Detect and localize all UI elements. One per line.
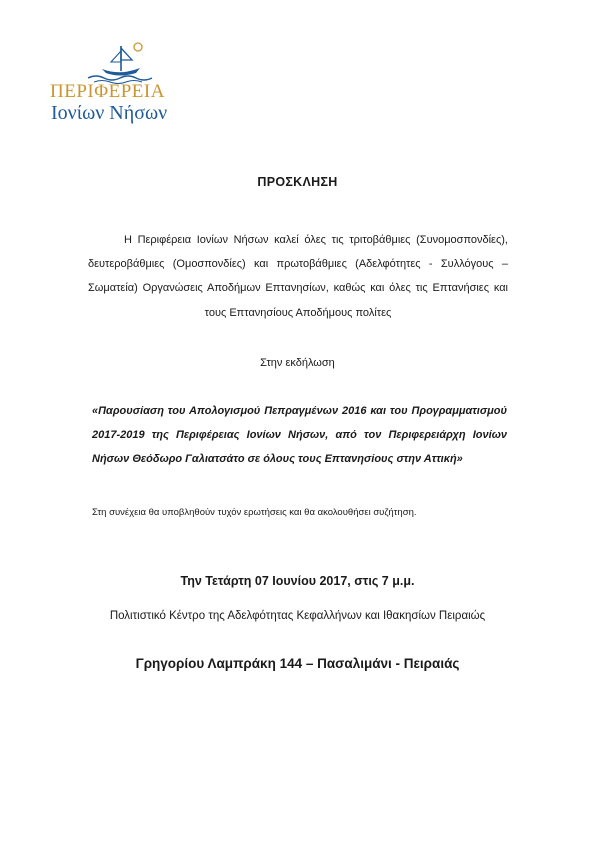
logo-text-region: ΠΕΡΙΦΕΡΕΙΑ [50, 81, 165, 102]
event-date: Την Τετάρτη 07 Ιουνίου 2017, στις 7 μ.μ. [180, 574, 415, 588]
ship-icon [80, 38, 160, 84]
event-address: Γρηγορίου Λαμπράκη 144 – Πασαλιμάνι - Πειραιάς [135, 656, 460, 671]
logo-text-islands: Ιονίων Νήσων [51, 102, 168, 124]
event-intro: Στην εκδήλωση [260, 357, 335, 369]
invitation-intro: Η Περιφέρεια Ιονίων Νήσων καλεί όλες τις τριτοβάθμιες (Συνομοσπονδίες), δευτεροβάθμιες (Ομοσπονδίες) και πρωτοβάθμιες (Αδελφότητες - Συλλόγους – Σωματεία) Οργανώσεις Αποδήμων Επτανησίων, καθώς και όλες τις Επτανήσιες και τους Επτανησίους Αποδήμους πολίτες [88, 234, 508, 319]
followup-note: Στη συνέχεια θα υποβληθούν τυχόν ερωτήσεις και θα ακολουθήσει συζήτηση. [92, 507, 417, 518]
event-title: «Παρουσίαση του Απολογισμού Πεπραγμένων 2016 και του Προγραμματισμού 2017-2019 της Περιφέρειας Ιονίων Νήσων, από τον Περιφερειάρχη Ιονίων Νήσων Θεόδωρο Γαλιατσάτο σε όλους τους Επτανησίους στην Αττική» [92, 405, 507, 465]
event-venue: Πολιτιστικό Κέντρο της Αδελφότητας Κεφαλλήνων και Ιθακησίων Πειραιώς [109, 610, 486, 622]
document-title: ΠΡΟΣΚΛΗΣΗ [257, 175, 338, 189]
